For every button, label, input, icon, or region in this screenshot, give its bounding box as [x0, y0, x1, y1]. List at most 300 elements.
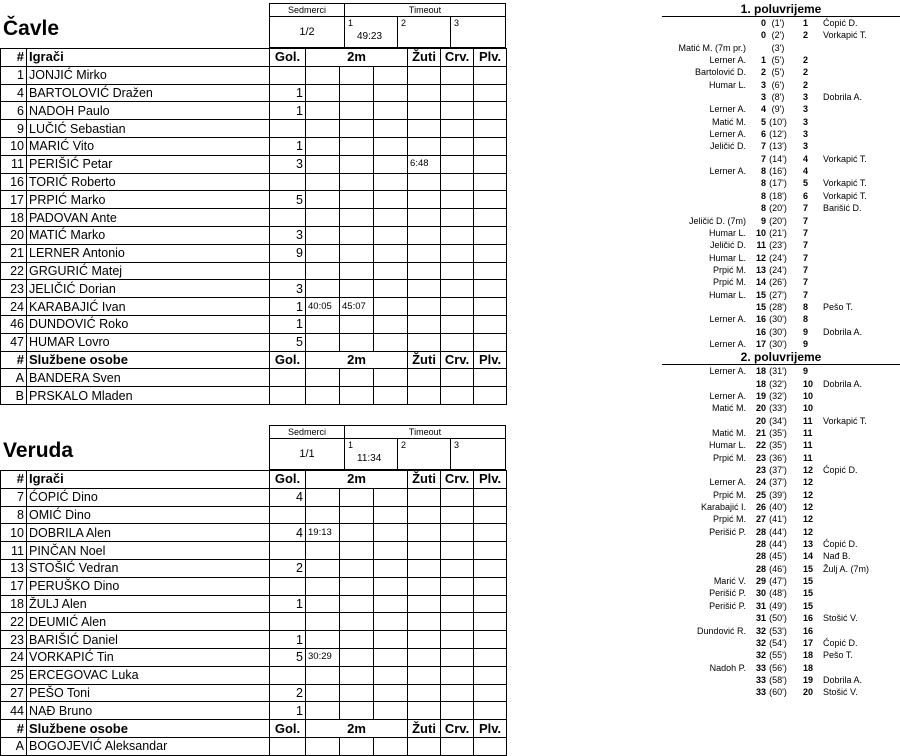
- away-score: 12: [803, 526, 814, 537]
- header-red: Crv.: [441, 49, 474, 67]
- home-scorer: Lerner A.: [709, 366, 746, 377]
- timeline-event: [600, 365, 900, 377]
- header-2min: 2m: [306, 720, 408, 738]
- player-red: [441, 280, 474, 298]
- event-minute: (34'): [769, 415, 787, 426]
- player-2min-2: [340, 155, 374, 173]
- home-score: 15: [755, 301, 766, 312]
- home-scorer: Matić M.: [711, 428, 746, 438]
- player-red: [441, 84, 474, 102]
- header-yellow: Žuti: [408, 471, 441, 489]
- official-letter: B: [1, 387, 27, 405]
- player-blue: [474, 488, 507, 506]
- header-num: #: [1, 49, 27, 67]
- home-scorer: Prpić M.: [712, 264, 746, 275]
- official-name: BOGOJEVIĆ Aleksandar: [27, 737, 270, 755]
- player-blue: [474, 84, 507, 102]
- away-score: 3: [803, 92, 809, 103]
- home-scorer: Lerner A.: [709, 314, 746, 325]
- home-score: 3: [760, 92, 766, 103]
- away-score: 7: [803, 227, 809, 238]
- timeline-event: [600, 239, 900, 251]
- away-scorer: Nađ B.: [823, 551, 851, 562]
- away-score: 7: [803, 215, 809, 226]
- player-blue: [474, 542, 507, 560]
- event-minute: (35'): [769, 440, 787, 451]
- timeline-event: [600, 116, 900, 128]
- home-scorer: Humar L.: [708, 252, 746, 263]
- player-yellow: [408, 244, 441, 262]
- player-yellow: [408, 209, 441, 227]
- player-2min-2: [340, 244, 374, 262]
- player-2min-2: [340, 595, 374, 613]
- timeline-event: [600, 153, 900, 165]
- home-score: 8: [760, 166, 766, 177]
- player-2min-3: [374, 262, 408, 280]
- player-row: [1, 542, 507, 560]
- player-goals: 9: [270, 244, 306, 262]
- player-2min-2: [340, 120, 374, 138]
- home-scorer: Jeličić D.: [709, 141, 746, 152]
- home-scorer: Humar L.: [708, 440, 746, 451]
- away-score: 3: [803, 116, 809, 127]
- player-2min-3: [374, 209, 408, 227]
- player-name: JELIČIĆ Dorian: [27, 280, 270, 298]
- header-blue: Plv.: [474, 471, 507, 489]
- player-red: [441, 262, 474, 280]
- header-num: #: [1, 720, 27, 738]
- away-score: 12: [803, 502, 814, 513]
- player-row: [1, 524, 507, 542]
- player-2min-3: [374, 102, 408, 120]
- official-cell: [270, 369, 306, 387]
- player-goals: 1: [270, 298, 306, 316]
- timeout-box: [344, 438, 506, 470]
- player-blue: [474, 648, 507, 666]
- player-yellow: [408, 559, 441, 577]
- header-players: Igrači: [27, 471, 270, 489]
- timeout-slot: [345, 17, 398, 47]
- player-2min-2: [340, 648, 374, 666]
- home-scorer: Karabajić I.: [700, 502, 746, 513]
- home-scorer: Matić M.: [711, 116, 746, 127]
- timeline-event: [600, 17, 900, 29]
- away-score: 6: [803, 190, 809, 201]
- home-scorer: Nadoh P.: [709, 662, 746, 673]
- player-goals: 3: [270, 155, 306, 173]
- timeline-event: [600, 390, 900, 402]
- player-2min-3: [374, 631, 408, 649]
- player-2min-2: [340, 315, 374, 333]
- player-blue: [474, 506, 507, 524]
- player-2min-1: [306, 226, 340, 244]
- header-players: Igrači: [27, 49, 270, 67]
- player-row: [1, 684, 507, 702]
- player-2min-2: [340, 542, 374, 560]
- official-cell: [441, 369, 474, 387]
- timeline-event: [600, 326, 900, 338]
- away-score: 1: [803, 18, 809, 28]
- player-yellow: [408, 577, 441, 595]
- player-yellow: [408, 524, 441, 542]
- official-cell: [408, 387, 441, 405]
- player-goals: 3: [270, 226, 306, 244]
- player-name: ĆOPIĆ Dino: [27, 488, 270, 506]
- timeout-number: 1: [348, 18, 354, 28]
- event-minute: (13'): [769, 141, 787, 152]
- away-scorer: Vorkapić T.: [823, 415, 867, 426]
- player-number: 46: [1, 315, 27, 333]
- timeout-slot: [398, 439, 451, 469]
- player-blue: [474, 315, 507, 333]
- player-row: [1, 226, 507, 244]
- event-minute: (2'): [771, 30, 785, 41]
- home-score: 21: [755, 428, 766, 438]
- player-row: [1, 333, 507, 351]
- timeout-box: [344, 16, 506, 48]
- home-scorer: Humar L.: [708, 227, 746, 238]
- player-number: 8: [1, 506, 27, 524]
- header-yellow: Žuti: [408, 351, 441, 369]
- official-row: [1, 387, 507, 405]
- event-minute: (58'): [769, 674, 787, 685]
- home-score: 33: [755, 687, 766, 698]
- away-score: 15: [803, 576, 814, 587]
- home-score: 4: [760, 104, 766, 115]
- event-minute: (40'): [769, 502, 787, 513]
- home-score: 1: [760, 55, 766, 66]
- away-score: 3: [803, 129, 809, 140]
- home-scorer: Humar L.: [708, 289, 746, 300]
- home-score: 7: [760, 141, 766, 152]
- event-minute: (33'): [769, 403, 787, 414]
- away-score: 9: [803, 326, 809, 337]
- player-red: [441, 595, 474, 613]
- event-minute: (35'): [769, 428, 787, 438]
- away-scorer: Ćopić D.: [823, 637, 858, 648]
- timeline-event: [600, 464, 900, 476]
- away-score: 9: [803, 338, 809, 349]
- player-row: [1, 209, 507, 227]
- official-cell: [374, 369, 408, 387]
- event-minute: (12'): [769, 129, 787, 140]
- player-name: VORKAPIĆ Tin: [27, 648, 270, 666]
- player-number: 25: [1, 666, 27, 684]
- timeout-label: Timeout: [344, 425, 506, 439]
- home-scorer: Prpić M.: [712, 452, 746, 463]
- player-2min-1: [306, 577, 340, 595]
- header-yellow: Žuti: [408, 720, 441, 738]
- timeline-event: [600, 378, 900, 390]
- player-2min-3: [374, 524, 408, 542]
- away-scorer: Ćopić D.: [823, 18, 858, 28]
- player-row: [1, 702, 507, 720]
- player-2min-2: [340, 191, 374, 209]
- event-minute: (54'): [769, 637, 787, 648]
- timeout-number: 1: [348, 440, 354, 450]
- home-scorer: Jeličić D. (7m): [688, 215, 746, 226]
- away-score: 10: [803, 403, 814, 414]
- player-2min-3: [374, 577, 408, 595]
- header-blue: Plv.: [474, 49, 507, 67]
- player-red: [441, 506, 474, 524]
- player-2min-1: 19:13: [306, 524, 340, 542]
- home-score: 28: [755, 551, 766, 562]
- player-number: 13: [1, 559, 27, 577]
- header-2min: 2m: [306, 49, 408, 67]
- away-scorer: Barišić D.: [823, 203, 862, 214]
- event-minute: (47'): [769, 576, 787, 587]
- player-goals: 4: [270, 488, 306, 506]
- player-yellow: [408, 173, 441, 191]
- header-goals: Gol.: [270, 351, 306, 369]
- player-2min-3: [374, 244, 408, 262]
- player-2min-1: [306, 702, 340, 720]
- player-2min-2: [340, 559, 374, 577]
- player-2min-1: 30:29: [306, 648, 340, 666]
- player-goals: 3: [270, 280, 306, 298]
- official-cell: [474, 369, 507, 387]
- player-blue: [474, 666, 507, 684]
- player-row: [1, 648, 507, 666]
- player-goals: 1: [270, 137, 306, 155]
- player-name: STOŠIĆ Vedran: [27, 559, 270, 577]
- player-row: [1, 280, 507, 298]
- player-2min-3: [374, 542, 408, 560]
- player-2min-1: [306, 613, 340, 631]
- player-yellow: [408, 315, 441, 333]
- player-goals: 2: [270, 559, 306, 577]
- player-goals: 5: [270, 191, 306, 209]
- player-2min-1: [306, 155, 340, 173]
- home-score: 18: [755, 366, 766, 377]
- home-score: 8: [760, 203, 766, 214]
- player-blue: [474, 244, 507, 262]
- player-number: 23: [1, 280, 27, 298]
- home-score: 13: [755, 264, 766, 275]
- player-2min-2: [340, 66, 374, 84]
- event-minute: (10'): [769, 116, 787, 127]
- away-score: 12: [803, 477, 814, 488]
- player-red: [441, 191, 474, 209]
- away-score: 19: [803, 674, 814, 685]
- player-red: [441, 333, 474, 351]
- player-2min-3: [374, 666, 408, 684]
- home-scorer: Matić M. (7m pr.): [678, 42, 746, 53]
- home-score: 8: [760, 178, 766, 189]
- timeline-event: [600, 587, 900, 599]
- player-number: 23: [1, 631, 27, 649]
- home-score: 28: [755, 539, 766, 550]
- player-name: GRGURIĆ Matej: [27, 262, 270, 280]
- player-yellow: [408, 648, 441, 666]
- player-goals: [270, 120, 306, 138]
- home-score: 23: [755, 452, 766, 463]
- player-row: [1, 262, 507, 280]
- player-yellow: [408, 298, 441, 316]
- away-score: 12: [803, 489, 814, 500]
- player-number: 24: [1, 298, 27, 316]
- away-score: 11: [803, 428, 813, 438]
- event-minute: (21'): [769, 227, 787, 238]
- player-goals: [270, 506, 306, 524]
- player-blue: [474, 102, 507, 120]
- player-red: [441, 666, 474, 684]
- player-2min-1: [306, 66, 340, 84]
- event-minute: (53'): [769, 625, 787, 636]
- player-row: [1, 155, 507, 173]
- away-score: 5: [803, 178, 809, 189]
- timeout-number: 3: [454, 440, 460, 450]
- event-minute: (5'): [771, 55, 785, 66]
- player-2min-3: [374, 684, 408, 702]
- player-2min-3: [374, 120, 408, 138]
- away-scorer: Pešo T.: [823, 301, 853, 312]
- timeline-event: [600, 313, 900, 325]
- player-2min-2: [340, 137, 374, 155]
- player-row: [1, 595, 507, 613]
- timeout-slot: [451, 439, 505, 469]
- player-2min-1: [306, 262, 340, 280]
- event-minute: (48'): [769, 588, 787, 599]
- home-score: 18: [755, 378, 766, 389]
- player-2min-3: [374, 173, 408, 191]
- player-name: LUČIĆ Sebastian: [27, 120, 270, 138]
- away-score: 4: [803, 153, 809, 164]
- event-minute: (17'): [769, 178, 787, 189]
- sedmerci-value: 1/2: [269, 16, 345, 48]
- event-minute: (30'): [769, 314, 787, 325]
- away-score: 3: [803, 104, 809, 115]
- player-yellow: [408, 226, 441, 244]
- timeline-event: [600, 264, 900, 276]
- player-row: [1, 506, 507, 524]
- player-goals: 1: [270, 315, 306, 333]
- player-row: [1, 298, 507, 316]
- home-score: 31: [755, 600, 766, 611]
- event-minute: (20'): [769, 215, 787, 226]
- home-score: 7: [760, 153, 766, 164]
- player-name: NAĐ Bruno: [27, 702, 270, 720]
- player-row: [1, 66, 507, 84]
- event-minute: (8'): [771, 92, 785, 103]
- timeline-event: [600, 662, 900, 674]
- away-scorer: Dobrila A.: [823, 378, 863, 389]
- event-minute: (60'): [769, 687, 787, 698]
- home-score: 32: [755, 625, 766, 636]
- player-goals: [270, 666, 306, 684]
- player-yellow: [408, 102, 441, 120]
- player-blue: [474, 155, 507, 173]
- timeline-event: [600, 140, 900, 152]
- player-2min-2: [340, 524, 374, 542]
- away-scorer: Žulj A. (7m): [823, 563, 870, 574]
- home-score: 33: [755, 662, 766, 673]
- home-score: 28: [755, 526, 766, 537]
- away-score: 11: [803, 415, 813, 426]
- player-number: 44: [1, 702, 27, 720]
- timeline-event: [600, 202, 900, 214]
- player-2min-1: [306, 595, 340, 613]
- official-cell: [340, 387, 374, 405]
- table-header-row: [1, 471, 507, 489]
- away-score: 16: [803, 625, 814, 636]
- home-scorer: Jeličić D.: [709, 240, 746, 251]
- player-number: 11: [1, 155, 27, 173]
- event-minute: (6'): [771, 79, 785, 90]
- player-2min-3: [374, 595, 408, 613]
- player-red: [441, 684, 474, 702]
- home-score: 3: [760, 79, 766, 90]
- home-scorer: Perišić P.: [709, 526, 746, 537]
- timeline-event: [600, 489, 900, 501]
- player-yellow: [408, 631, 441, 649]
- player-blue: [474, 209, 507, 227]
- home-scorer: Lerner A.: [709, 129, 746, 140]
- away-score: 7: [803, 277, 809, 288]
- away-scorer: Ćopić D.: [823, 465, 858, 476]
- player-2min-2: [340, 613, 374, 631]
- player-name: DOBRILA Alen: [27, 524, 270, 542]
- player-2min-3: [374, 155, 408, 173]
- player-red: [441, 120, 474, 138]
- player-red: [441, 298, 474, 316]
- player-2min-1: 40:05: [306, 298, 340, 316]
- header-num: #: [1, 471, 27, 489]
- away-score: 3: [803, 141, 809, 152]
- player-goals: [270, 577, 306, 595]
- table-header-row: [1, 49, 507, 67]
- player-name: MATIĆ Marko: [27, 226, 270, 244]
- timeline-event: [600, 575, 900, 587]
- timeline-event: [600, 550, 900, 562]
- event-minute: (3'): [771, 42, 785, 53]
- player-number: 4: [1, 84, 27, 102]
- away-scorer: Vorkapić T.: [823, 153, 867, 164]
- player-number: 9: [1, 120, 27, 138]
- event-minute: (30'): [769, 326, 787, 337]
- home-score: 12: [755, 252, 766, 263]
- player-row: [1, 244, 507, 262]
- event-minute: (37'): [769, 465, 787, 476]
- timeline-event: [600, 452, 900, 464]
- player-2min-1: [306, 542, 340, 560]
- timeline-event: [600, 252, 900, 264]
- timeline-event: [600, 79, 900, 91]
- away-scorer: Dobrila A.: [823, 674, 863, 685]
- home-scorer: Lerner A.: [709, 390, 746, 401]
- team-name: Čavle: [3, 17, 60, 40]
- player-2min-3: [374, 226, 408, 244]
- official-cell: [374, 737, 408, 755]
- sedmerci-value: 1/1: [269, 438, 345, 470]
- official-cell: [441, 387, 474, 405]
- away-score: 15: [803, 563, 814, 574]
- official-cell: [474, 387, 507, 405]
- player-goals: [270, 66, 306, 84]
- home-scorer: Prpić M.: [712, 277, 746, 288]
- header-goals: Gol.: [270, 49, 306, 67]
- official-cell: [474, 737, 507, 755]
- player-blue: [474, 66, 507, 84]
- away-scorer: Vorkapić T.: [823, 178, 867, 189]
- player-blue: [474, 559, 507, 577]
- event-minute: (50'): [769, 613, 787, 624]
- player-2min-1: [306, 120, 340, 138]
- timeline-event: [600, 165, 900, 177]
- away-scorer: Vorkapić T.: [823, 190, 867, 201]
- timeline-event: [600, 415, 900, 427]
